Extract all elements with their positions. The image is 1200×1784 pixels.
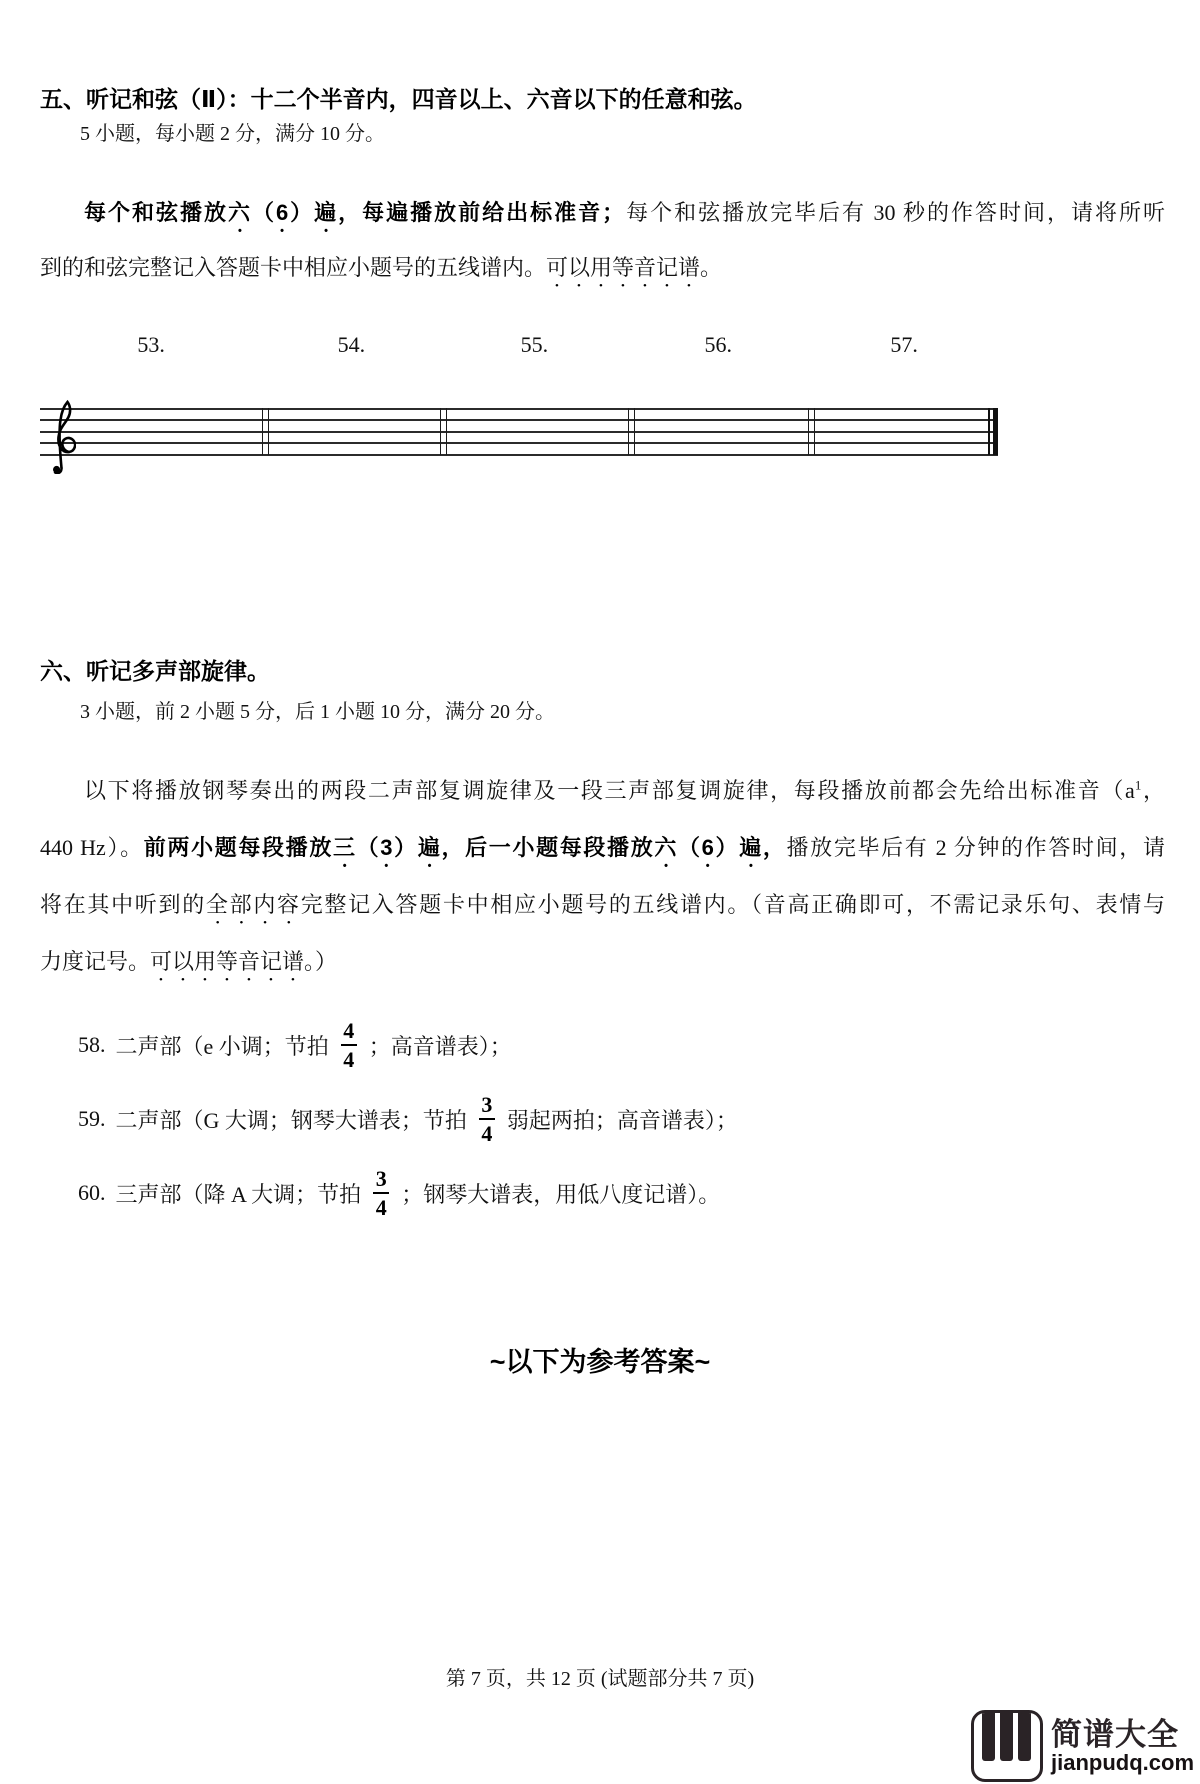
treble-clef-icon	[48, 392, 76, 474]
bold-emphasized-run: 六（6）遍	[654, 835, 763, 860]
fraction-bar	[373, 1192, 389, 1194]
item-text: 三声部（降 A 大调；节拍	[115, 1181, 362, 1207]
section6-heading: 六、听记多声部旋律。	[40, 658, 270, 684]
time-signature	[341, 1019, 357, 1071]
time-signature-denominator: 4	[375, 1195, 387, 1221]
piano-black-key	[1018, 1713, 1031, 1761]
paragraph-line	[40, 185, 1165, 240]
final-barline-thin	[988, 408, 990, 455]
item-text: ；高音谱表）；	[368, 1033, 512, 1059]
staff-line	[40, 419, 998, 421]
emphasized-run: 可以用等音记谱	[150, 949, 305, 974]
question-58	[78, 1012, 512, 1078]
time-signature-numerator: 4	[343, 1017, 355, 1043]
item-text: 二声部（G 大调；钢琴大谱表；节拍	[115, 1107, 467, 1133]
text-run: 播放完毕后有 2 分钟的作答时间，请	[786, 835, 1165, 860]
paragraph-line	[40, 762, 1165, 819]
double-barline	[628, 408, 635, 455]
music-staff	[40, 408, 998, 455]
paragraph-line	[40, 819, 1165, 876]
staff-line	[40, 454, 998, 456]
watermark-site-name: 简谱大全	[1051, 1716, 1179, 1752]
final-barline-thick	[993, 408, 999, 455]
bold-emphasized-run: 六（6）遍	[227, 200, 339, 225]
emphasized-run: 可以用等音记谱	[546, 255, 701, 280]
staff-line	[40, 431, 998, 433]
paragraph-line	[40, 933, 1165, 990]
time-signature-denominator: 4	[481, 1121, 493, 1147]
answer-section-heading: ~以下为参考答案~	[489, 1347, 711, 1377]
watermark-text	[1051, 1718, 1194, 1775]
text-run: 完整记入答题卡中相应小题号的五线谱内。（音高正确即可，不需记录乐句、表情与	[300, 892, 1165, 917]
text-run: 力度记号。	[40, 949, 151, 974]
item-text: 弱起两拍；高音谱表）；	[506, 1107, 738, 1133]
text-run: ，	[1141, 778, 1165, 803]
section5-instructions	[40, 185, 1165, 295]
staff-line	[40, 408, 998, 410]
bold-run: ，每遍播放前给出标准音；	[338, 200, 625, 225]
question-60	[78, 1160, 720, 1226]
item-number: 60.	[78, 1180, 106, 1205]
bold-run: ，	[762, 835, 787, 860]
piano-keys-icon	[971, 1710, 1043, 1782]
section6-instructions	[40, 762, 1165, 990]
bold-run: ，后一小题每段播放	[441, 835, 655, 860]
text-run: 440 Hz）。	[40, 835, 144, 860]
section5-score-note: 5 小题，每小题 2 分，满分 10 分。	[80, 123, 385, 145]
section6-score-note: 3 小题，前 2 小题 5 分，后 1 小题 10 分，满分 20 分。	[80, 701, 555, 723]
bold-emphasized-run: 三（3）遍	[332, 835, 442, 860]
item-number: 58.	[78, 1032, 106, 1057]
paragraph-line	[40, 876, 1165, 933]
text-run: 以下将播放钢琴奏出的两段二声部复调旋律及一段三声部复调旋律，每段播放前都会先给出标准音（a	[84, 778, 1135, 803]
question-number-56: 56.	[704, 332, 732, 357]
question-number-55: 55.	[520, 332, 549, 357]
text-run: 。	[700, 255, 723, 280]
text-run: 每个和弦播放完毕后有 30 秒的作答时间，请将所听	[624, 200, 1165, 225]
section5-heading: 五、听记和弦（Ⅱ）：十二个半音内，四音以上、六音以下的任意和弦。	[40, 86, 757, 112]
question-number-57: 57.	[890, 332, 918, 357]
page-footer: 第 7 页，共 12 页 (试题部分共 7 页)	[445, 1668, 755, 1690]
piano-black-key	[1000, 1713, 1013, 1761]
time-signature-numerator: 3	[375, 1165, 387, 1191]
watermark	[971, 1710, 1194, 1782]
item-text: ；钢琴大谱表，用低八度记谱）。	[401, 1181, 721, 1207]
double-barline	[440, 408, 447, 455]
question-number-54: 54.	[337, 332, 366, 357]
fraction-bar	[479, 1118, 495, 1120]
time-signature	[373, 1167, 389, 1219]
time-signature-numerator: 3	[481, 1091, 493, 1117]
staff-line	[40, 442, 998, 444]
text-run: 。）	[304, 949, 338, 974]
text-run: 将在其中听到的	[40, 892, 206, 917]
text-run: 到的和弦完整记入答题卡中相应小题号的五线谱内。	[40, 255, 547, 280]
bold-run: 每个和弦播放	[84, 200, 228, 225]
time-signature-denominator: 4	[343, 1047, 355, 1073]
question-number-53: 53.	[137, 332, 165, 357]
double-barline	[808, 408, 815, 455]
question-numbers-row	[40, 332, 998, 360]
bold-run: 前两小题每段播放	[143, 835, 333, 860]
double-barline	[262, 408, 269, 455]
time-signature	[479, 1093, 495, 1145]
superscript-run: 1	[1134, 777, 1142, 793]
emphasized-run: 全部内容	[205, 892, 301, 917]
item-number: 59.	[78, 1106, 106, 1131]
fraction-bar	[341, 1044, 357, 1046]
item-text: 二声部（e 小调；节拍	[115, 1033, 329, 1059]
watermark-site-url: jianpudq.com	[1051, 1749, 1194, 1775]
piano-black-key	[982, 1713, 995, 1761]
paragraph-line	[40, 240, 1165, 295]
question-59	[78, 1086, 738, 1152]
